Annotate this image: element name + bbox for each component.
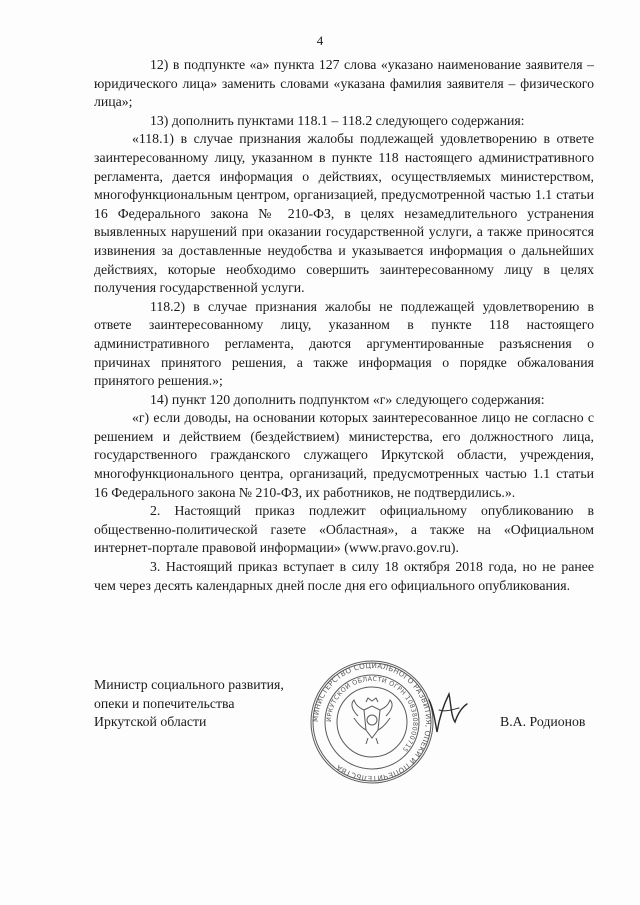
paragraph-item-12: 12) в подпункте «а» пункта 127 слова «указано наименование заявителя – юридического лица» заменить словами «указана фамилия заявителя – физического лица»; [94,57,594,110]
paragraph-118-2: 118.2) в случае признания жалобы не подлежащей удовлетворению в ответе заинтересованному лицу, указанном в пункте 118 настоящего административного регламента, даются аргументированные разъяснения о причинах принятого решения, а также информация о порядке обжалования принятого решения.»; [94,298,594,389]
signatory-title-line: Иркутской области [94,714,207,730]
svg-text:МИНИСТЕРСТВО СОЦИАЛЬНОГО РАЗВИ: МИНИСТЕРСТВО СОЦИАЛЬНОГО РАЗВИТИЯ, ОПЕКИ И ПОПЕЧИТЕЛЬСТВА [310,660,434,784]
paragraph-item-13: 13) дополнить пунктами 118.1 – 118.2 следующего содержания: [150,112,525,128]
paragraph-section-3: 3. Настоящий приказ вступает в силу 18 октября 2018 года, но не ранее чем через десять календарных дней после дня его официального опубликования. [94,559,594,593]
paragraph-section-2: 2. Настоящий приказ подлежит официальному опубликованию в общественно-политической газете «Областная», а также на «Официальном интернет-портале правовой информации» (www.pravo.gov.ru). [94,503,594,556]
coat-of-arms-icon [352,698,392,744]
paragraph-item-14: 14) пункт 120 дополнить подпунктом «г» следующего содержания: [150,391,545,407]
paragraph-subitem-g: «г) если доводы, на основании которых заинтересованное лицо не согласно с решением и действием (бездействием) министерства, его должностного лица, государственного гражданского служащего Иркутской области, учреждения, многофункционального центра, организаций, предусмотренных частью 1.1 статьи 16 Федерального закона № 210-ФЗ, их работников, не подтвердились.». [94,410,594,500]
page-number: 4 [316,33,324,48]
svg-text:ИРКУТСКОЙ ОБЛАСТИ ОГРН 1083808: ИРКУТСКОЙ ОБЛАСТИ ОГРН 1083808000715 [324,674,420,754]
paragraph-118-1: «118.1) в случае признания жалобы подлежащей удовлетворению в ответе заинтересованному лицу, указанном в пункте 118 настоящего административного регламента, дается информация о действиях, осуществляемых министерством, многофункциональным центром, организацией, предусмотренной частью 1.1 статьи 16 Федерального закона № 210-ФЗ, в целях незамедлительного устранения выявленных нарушений при оказании государственной услуги, а также приносятся извинения за доставленные неудобства и указывается информация о дальнейших действиях, которые необходимо совершить заинтересованному лицу в целях получения государственной услуги. [94,131,594,296]
handwritten-signature [415,680,475,740]
signatory-title-line: Министр социального развития, [94,677,284,692]
signatory-name: В.А. Родионов [500,714,586,729]
signatory-title-line: опеки и попечительства [94,695,235,711]
document-body [94,56,594,595]
signatory-title [94,676,284,732]
